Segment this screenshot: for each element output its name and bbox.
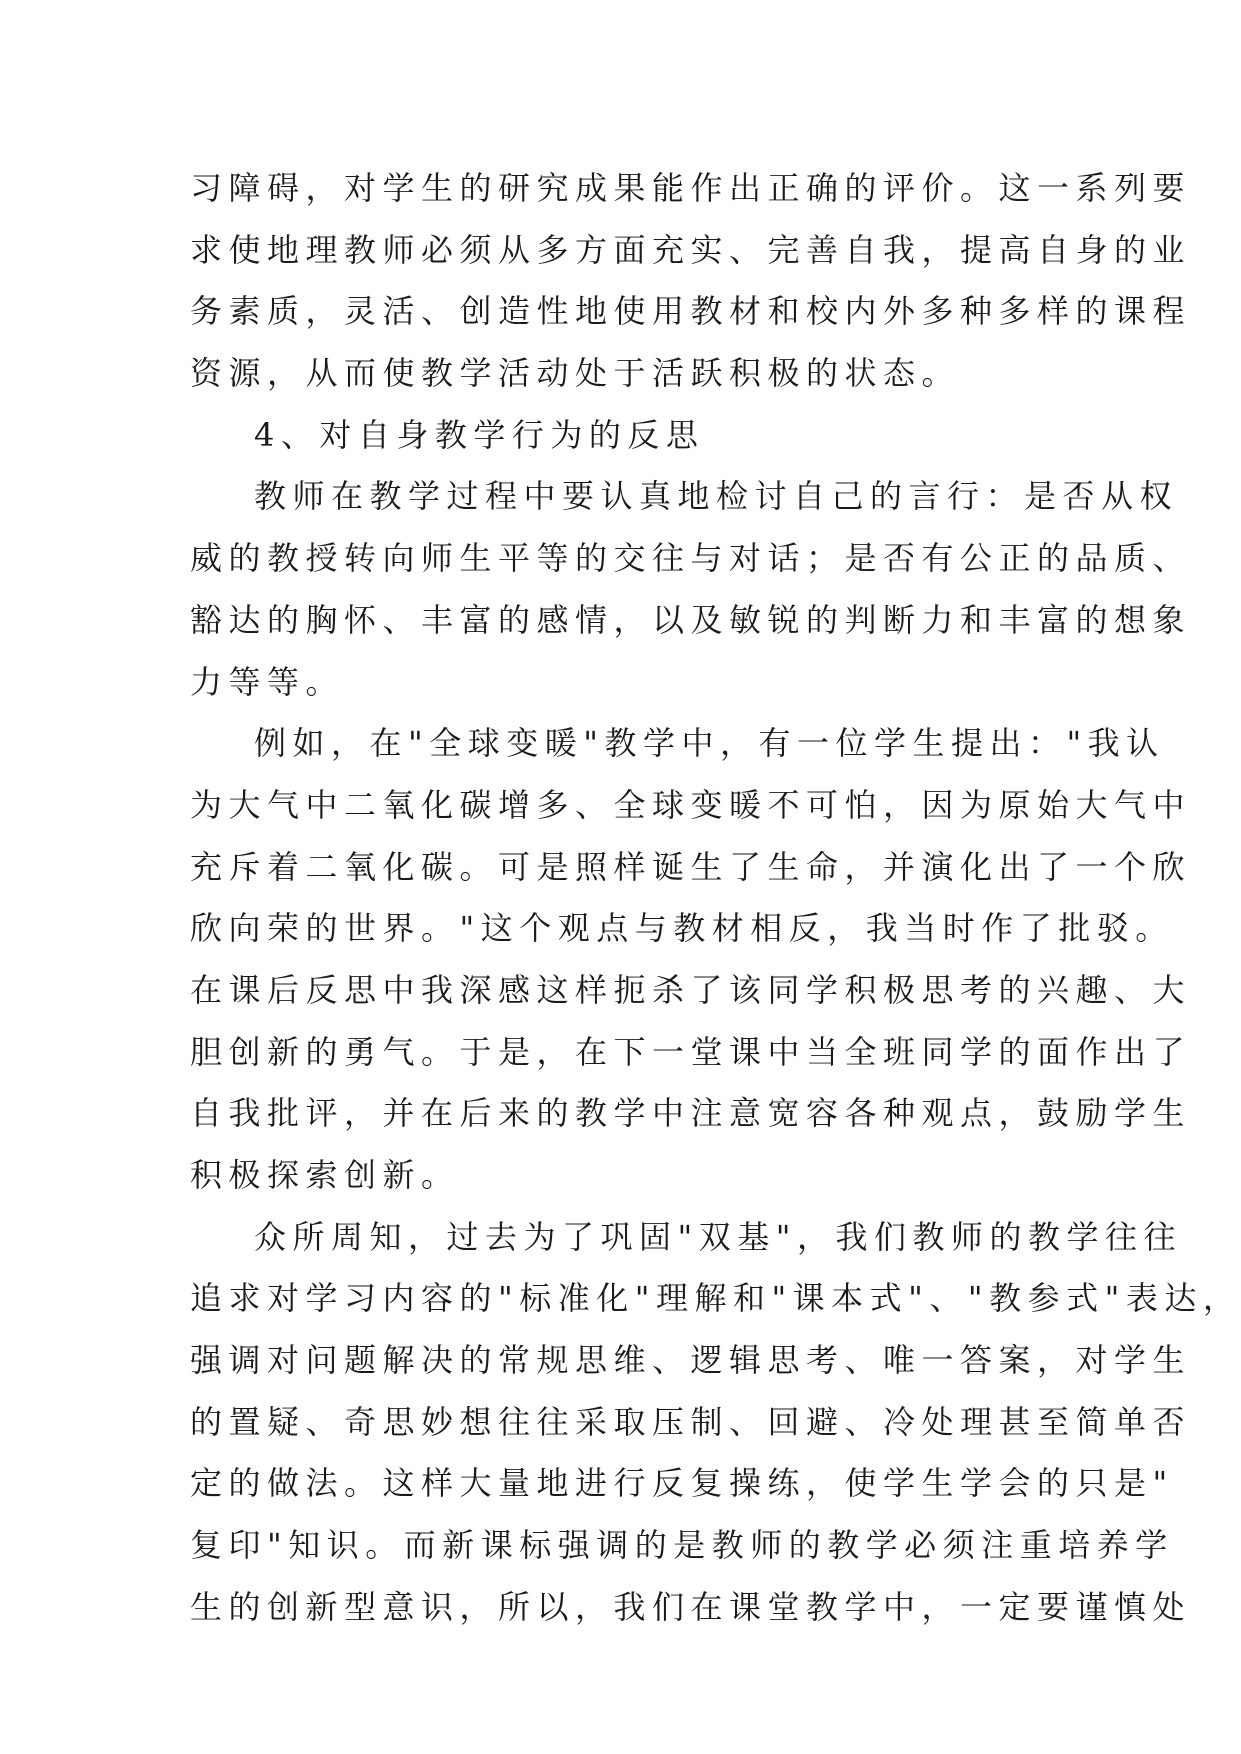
text-line: 力等等。 (190, 662, 345, 701)
text-line: 求使地理教师必须从多方面充实、完善自我，提高自身的业 (190, 230, 1192, 269)
text-line: 教师在教学过程中要认真地检讨自己的言行：是否从权 (254, 477, 1179, 516)
text-line: 追求对学习内容的"标准化"理解和"课本式"、"教参式"表达， (190, 1279, 1241, 1318)
text-line: 务素质，灵活、创造性地使用教材和校内外多种多样的课程 (190, 292, 1192, 331)
text-line: 习障碍，对学生的研究成果能作出正确的评价。这一系列要 (190, 169, 1192, 207)
text-line: 4、对自身教学行为的反思 (254, 415, 705, 454)
document-body (190, 158, 1241, 1639)
text-line: 的置疑、奇思妙想往往采取压制、回避、冷处理甚至简单否 (190, 1402, 1192, 1441)
text-line: 资源，从而使教学活动处于活跃积极的状态。 (190, 354, 961, 393)
text-line: 胆创新的勇气。于是，在下一堂课中当全班同学的面作出了 (190, 1032, 1192, 1071)
text-line: 豁达的胸怀、丰富的感情，以及敏锐的判断力和丰富的想象 (190, 600, 1192, 639)
text-line: 定的做法。这样大量地进行反复操练，使学生学会的只是" (190, 1464, 1174, 1503)
text-line: 在课后反思中我深感这样扼杀了该同学积极思考的兴趣、大 (190, 970, 1192, 1009)
text-line: 强调对问题解决的常规思维、逻辑思考、唯一答案，对学生 (190, 1341, 1192, 1380)
text-line: 例如，在"全球变暖"教学中，有一位学生提出："我认 (254, 724, 1165, 763)
text-line: 众所周知，过去为了巩固"双基"，我们教师的教学往往 (254, 1217, 1182, 1256)
text-line: 积极探索创新。 (190, 1156, 460, 1194)
text-line: 为大气中二氧化碳增多、全球变暖不可怕，因为原始大气中 (190, 785, 1192, 824)
text-line: 自我批评，并在后来的教学中注意宽容各种观点，鼓励学生 (190, 1094, 1192, 1133)
text-line: 生的创新型意识，所以，我们在课堂教学中，一定要谨慎处 (190, 1587, 1192, 1626)
text-line: 欣向荣的世界。"这个观点与教材相反，我当时作了批驳。 (190, 909, 1174, 948)
text-line: 威的教授转向师生平等的交往与对话；是否有公正的品质、 (190, 539, 1192, 578)
text-line: 充斥着二氧化碳。可是照样诞生了生命，并演化出了一个欣 (190, 847, 1192, 886)
text-line: 复印"知识。而新课标强调的是教师的教学必须注重培养学 (190, 1526, 1174, 1565)
